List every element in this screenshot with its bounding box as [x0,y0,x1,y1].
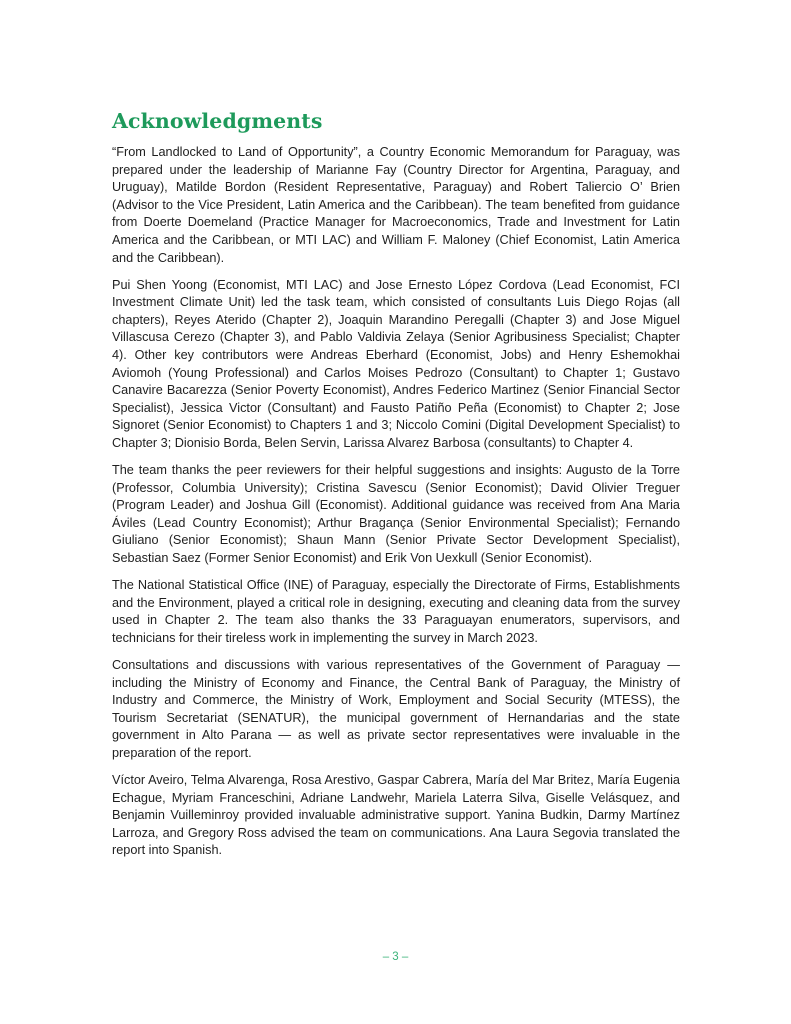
paragraph-administrative-support: Víctor Aveiro, Telma Alvarenga, Rosa Arestivo, Gaspar Cabrera, María del Mar Britez, María Eugenia Echague, Myriam Franceschini, Adriane Landwehr, Mariela Laterra Silva, Giselle Velásquez, and Benjamin Vuilleminroy provided invaluable administrative support. Yanina Budkin, Darmy Martínez Larroza, and Gregory Ross advised the team on communications. Ana Laura Segovia translated the report into Spanish. [112,773,680,858]
page-content [112,108,680,870]
page-number: – 3 – [382,951,409,963]
page-title: Acknowledgments [112,109,323,133]
paragraph-consultations: Consultations and discussions with various representatives of the Government of Paraguay — including the Ministry of Economy and Finance, the Central Bank of Paraguay, the Ministry of Industry and Commerce, the Ministry of Work, Employment and Social Security (MTESS), the Tourism Secretariat (SENATUR), the municipal government of Hernandarias and the state government in Alto Parana — as well as private sector representatives were invaluable in the preparation of the report. [112,658,680,760]
paragraph-statistical-office: The National Statistical Office (INE) of Paraguay, especially the Directorate of Firms, Establishments and the Environment, played a critical role in designing, executing and cleaning data from the survey used in Chapter 2. The team also thanks the 33 Paraguayan enumerators, supervisors, and technicians for their tireless work in implementing the survey in March 2023. [112,578,680,645]
paragraph-leadership: “From Landlocked to Land of Opportunity”, a Country Economic Memorandum for Paraguay, was prepared under the leadership of Marianne Fay (Country Director for Argentina, Paraguay, and Uruguay), Matilde Bordon (Resident Representative, Paraguay) and Robert Taliercio O’ Brien (Advisor to the Vice President, Latin America and the Caribbean). The team benefited from guidance from Doerte Doemeland (Practice Manager for Macroeconomics, Trade and Investment for Latin America and the Caribbean, or MTI LAC) and William F. Maloney (Chief Economist, Latin America and the Caribbean). [112,145,680,265]
paragraph-task-team: Pui Shen Yoong (Economist, MTI LAC) and Jose Ernesto López Cordova (Lead Economist, FCI Investment Climate Unit) led the task team, which consisted of consultants Luis Diego Rojas (all chapters), Reyes Aterido (Chapter 2), Joaquin Marandino Peregalli (Chapter 3) and Jose Miguel Villascusa Cerezo (Chapter 3), and Pablo Valdivia Zelaya (Senior Agribusiness Specialist; Chapter 4). Other key contributors were Andreas Eberhard (Economist, Jobs) and Henry Eshemokhai Aviomoh (Young Professional) and Carlos Moises Pedrozo (Consultant) to Chapter 1; Gustavo Canavire Bacarezza (Senior Poverty Economist), Andres Federico Martinez (Senior Financial Sector Specialist), Jessica Victor (Consultant) and Fausto Patiño Peña (Economist) to Chapter 2; Jose Signoret (Senior Economist) to Chapters 1 and 3; Niccolo Comini (Digital Development Specialist) to Chapter 3; Dionisio Borda, Belen Servin, Larissa Alvarez Barbosa (consultants) to Chapter 4. [112,277,680,450]
paragraph-peer-reviewers: The team thanks the peer reviewers for their helpful suggestions and insights: Augusto de la Torre (Professor, Columbia University); Cristina Savescu (Senior Economist); David Olivier Treguer (Program Leader) and Joshua Gill (Economist). Additional guidance was received from Ana Maria Áviles (Lead Country Economist); Arthur Bragança (Senior Environmental Specialist); Fernando Giuliano (Senior Economist); Shaun Mann (Senior Private Sector Development Specialist), Sebastian Saez (Former Senior Economist) and Erik Von Uexkull (Senior Economist). [112,463,680,566]
